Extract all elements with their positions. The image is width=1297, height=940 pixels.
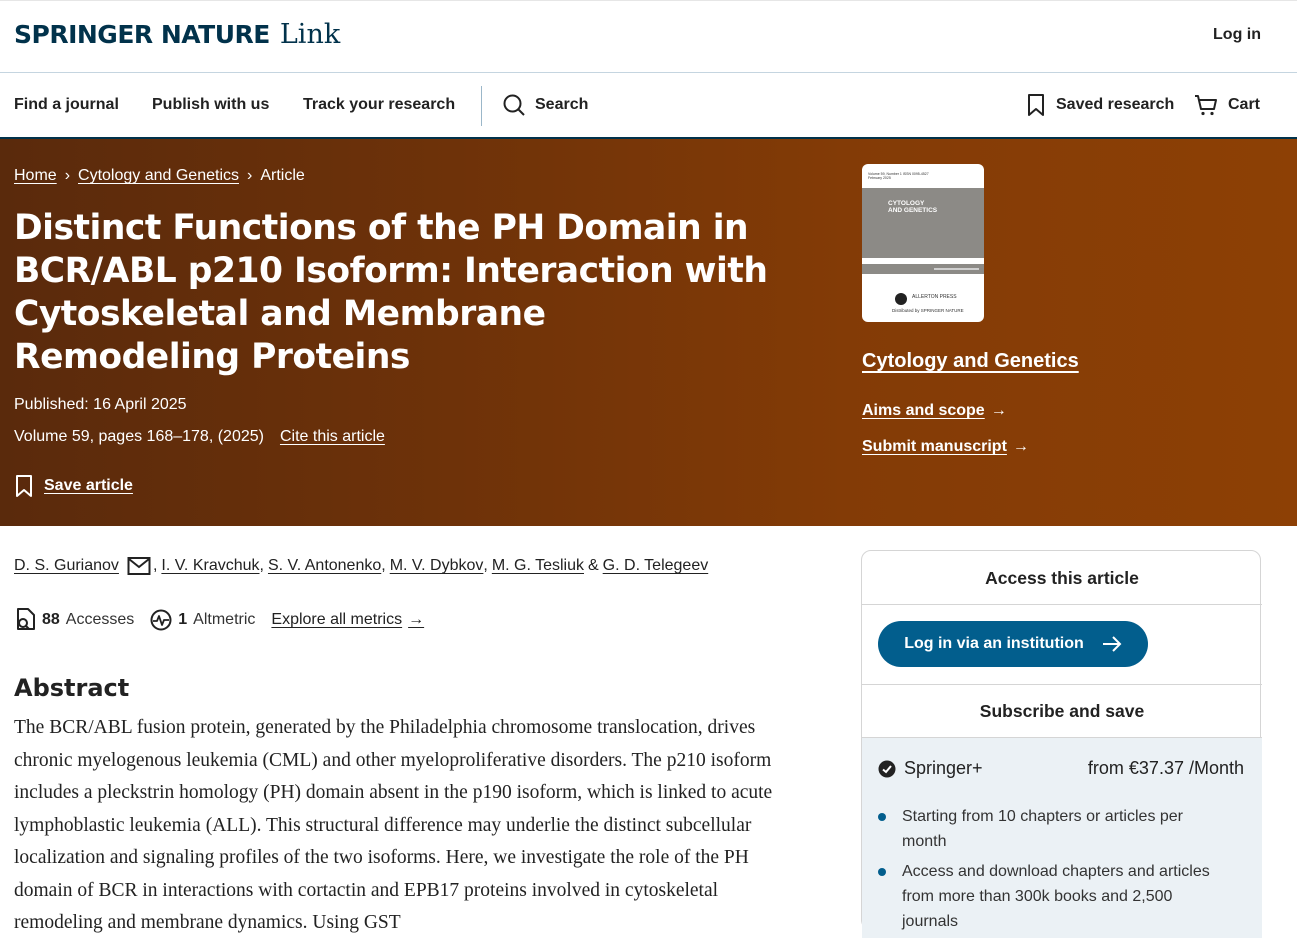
arrow-right-icon: → bbox=[408, 611, 425, 628]
bullet-icon bbox=[878, 868, 886, 876]
author-separator: , bbox=[483, 557, 488, 574]
cover-distributor: Distributed by SPRINGER NATURE bbox=[892, 308, 964, 313]
submit-manuscript-link[interactable] bbox=[862, 438, 1029, 456]
cover-title: CYTOLOGY AND GENETICS bbox=[888, 200, 938, 214]
breadcrumb-home[interactable]: Home bbox=[14, 167, 57, 184]
journal-cover-image[interactable] bbox=[862, 164, 984, 322]
article-hero bbox=[0, 139, 1297, 526]
offer-name bbox=[878, 758, 983, 779]
springer-plus-offer[interactable] bbox=[862, 738, 1262, 938]
logo-link-text: Link bbox=[279, 19, 341, 50]
access-panel bbox=[861, 550, 1261, 930]
plan-name: Springer+ bbox=[904, 758, 983, 778]
bookmark-icon bbox=[1026, 94, 1046, 116]
article-title: Distinct Functions of the PH Domain in BCR/ABL p210 Isoform: Interaction with Cytoskeletal and Membrane Remodeling Proteins bbox=[14, 208, 768, 377]
explore-metrics-label: Explore all metrics bbox=[271, 611, 403, 628]
nav-publish[interactable]: Publish with us bbox=[152, 96, 270, 113]
chevron-right-icon: › bbox=[247, 167, 253, 184]
journal-title-link[interactable]: Cytology and Genetics bbox=[862, 350, 1079, 372]
cart-icon bbox=[1194, 94, 1218, 116]
nav-track-research[interactable]: Track your research bbox=[303, 96, 456, 113]
offer-bullet bbox=[878, 804, 1228, 854]
arrow-right-icon: → bbox=[1012, 438, 1029, 455]
cover-strip-line bbox=[934, 268, 979, 270]
author-separator: & bbox=[588, 557, 599, 574]
nav-cart[interactable] bbox=[1194, 94, 1260, 116]
breadcrumb bbox=[14, 167, 305, 185]
volume-info bbox=[14, 428, 385, 446]
accesses-label: Accesses bbox=[65, 611, 135, 628]
bookmark-icon bbox=[14, 475, 34, 497]
springer-nature-link-logo[interactable] bbox=[14, 19, 340, 50]
offer-bullet bbox=[878, 859, 1228, 934]
aims-scope-link[interactable] bbox=[862, 402, 1007, 420]
breadcrumb-journal[interactable]: Cytology and Genetics bbox=[78, 167, 239, 184]
save-article-label: Save article bbox=[44, 477, 133, 494]
subscribe-title: Subscribe and save bbox=[862, 684, 1262, 738]
cover-issue-info: Volume 59, Number 1 ISSN 0095-4527 February 2025 bbox=[868, 172, 929, 180]
nav-search-button[interactable] bbox=[503, 94, 588, 116]
main-nav bbox=[0, 73, 1297, 139]
institution-login-label: Log in via an institution bbox=[904, 635, 1084, 652]
arrow-right-icon: → bbox=[990, 402, 1007, 419]
nav-divider bbox=[481, 86, 482, 126]
author-list bbox=[14, 556, 708, 576]
accesses-icon bbox=[14, 608, 36, 632]
author-link[interactable]: M. V. Dybkov bbox=[389, 557, 484, 574]
nav-cart-label: Cart bbox=[1228, 96, 1261, 113]
cite-article-link[interactable]: Cite this article bbox=[279, 428, 385, 445]
explore-metrics-link[interactable] bbox=[271, 611, 424, 629]
author-link[interactable]: I. V. Kravchuk bbox=[161, 557, 260, 574]
institution-login-button[interactable] bbox=[878, 621, 1148, 667]
offer-header bbox=[878, 758, 1244, 779]
accesses-count: 88 bbox=[42, 611, 60, 628]
author-link[interactable]: M. G. Tesliuk bbox=[491, 557, 584, 574]
author-link[interactable]: S. V. Antonenko bbox=[267, 557, 382, 574]
altmetric-count: 1 bbox=[178, 611, 188, 628]
breadcrumb-current: Article bbox=[260, 167, 305, 184]
plan-price: from €37.37 /Month bbox=[1087, 758, 1244, 778]
published-date: Published: 16 April 2025 bbox=[14, 396, 187, 413]
volume-text: Volume 59, pages 168–178, (2025) bbox=[14, 428, 264, 445]
nav-saved-label: Saved research bbox=[1056, 96, 1175, 113]
submit-manuscript-label: Submit manuscript bbox=[862, 438, 1007, 455]
abstract-text: The BCR/ABL fusion protein, generated by the Philadelphia chromosome translocation, drives chronic myelogenous leukemia (CML) and other myeloproliferative disorders. The p210 isoform includes a pleckstrin homology (PH) domain absent in the p190 isoform, which is linked to acute lymphoblastic leukemia (ALL). This structural difference may underlie the distinct subcellular localization and signaling profiles of the two isoforms. Here, we investigate the role of the PH domain of BCR in interactions with cortactin and EPB17 proteins involved in cytoskeletal remodeling and membrane dynamics. Using GST bbox=[14, 717, 773, 933]
site-header bbox=[0, 0, 1297, 73]
bullet-icon bbox=[878, 813, 886, 821]
offer-bullet-text: Access and download chapters and articles from more than 300k books and 2,500 journals bbox=[902, 863, 1210, 930]
abstract-heading: Abstract bbox=[14, 674, 130, 702]
nav-find-journal[interactable]: Find a journal bbox=[14, 96, 119, 113]
article-metrics bbox=[14, 608, 424, 632]
author-separator: , bbox=[381, 557, 386, 574]
search-icon bbox=[503, 94, 525, 116]
publisher-logo-icon bbox=[895, 293, 907, 305]
arrow-right-icon bbox=[1102, 636, 1122, 652]
offer-bullet-text: Starting from 10 chapters or articles per month bbox=[902, 808, 1184, 850]
cover-publisher: ALLERTON PRESS bbox=[912, 294, 957, 300]
email-icon[interactable] bbox=[127, 556, 151, 576]
author-link[interactable]: G. D. Telegeev bbox=[602, 557, 709, 574]
chevron-right-icon: › bbox=[64, 167, 71, 184]
author-separator: , bbox=[259, 557, 264, 574]
altmetric-icon bbox=[150, 609, 172, 631]
author-separator: , bbox=[152, 557, 158, 574]
save-article-button[interactable] bbox=[14, 475, 133, 497]
altmetric-label: Altmetric bbox=[193, 611, 256, 628]
access-title: Access this article bbox=[862, 551, 1262, 605]
aims-scope-label: Aims and scope bbox=[862, 402, 985, 419]
nav-search-label: Search bbox=[535, 96, 589, 113]
logo-brand-text: SPRINGER NATURE bbox=[14, 20, 270, 49]
login-link[interactable]: Log in bbox=[1213, 26, 1261, 43]
nav-saved-research[interactable] bbox=[1026, 94, 1174, 116]
cover-title-panel bbox=[862, 188, 984, 258]
author-link[interactable]: D. S. Gurianov bbox=[14, 557, 119, 574]
check-circle-icon bbox=[878, 760, 896, 778]
